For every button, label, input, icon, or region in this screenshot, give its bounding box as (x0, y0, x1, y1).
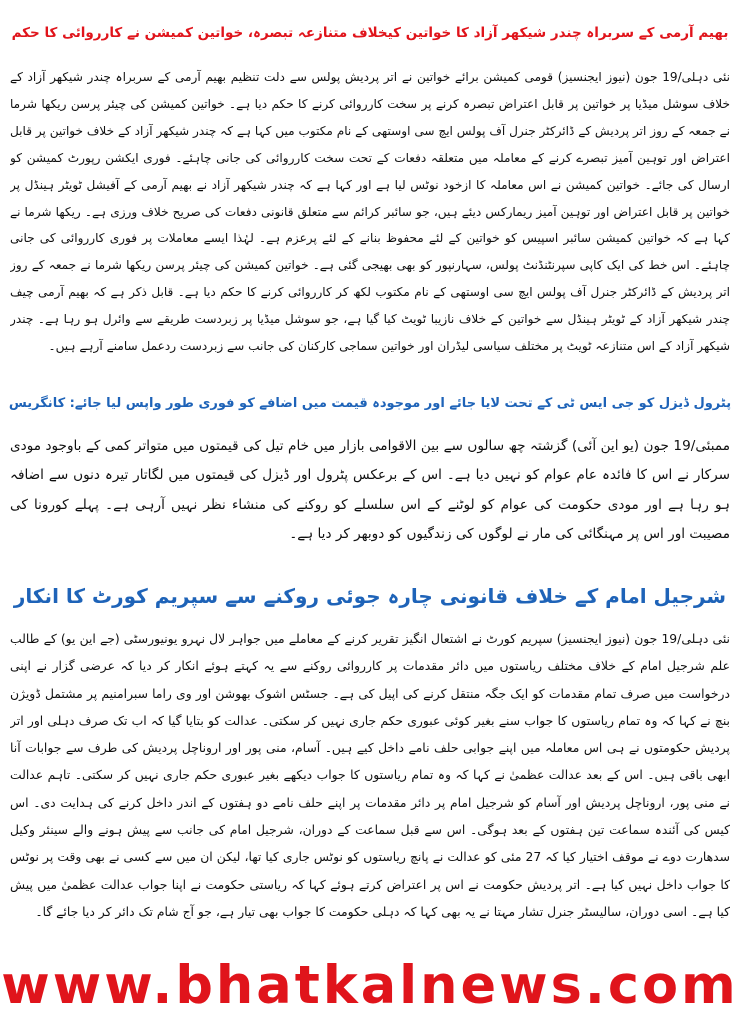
article-3-body: نئی دہلی/19 جون (نیوز ایجنسیز) سپریم کورٹ نے اشتعال انگیز تقریر کرنے کے معاملے میں جواہر لال نہرو یونیورسٹی (جے این یو) کے طالب علم شرجیل امام کے خلاف مختلف ریاستوں میں دائر مقدمات پر کارروائی روکنے سے یہ کہتے ہوئے انکار کر دیا کہ عرضی گزار نے اپنی درخواست میں صرف تمام مقدمات کو ایک جگہ منتقل کرنے کی اپیل کی ہے۔ جسٹس اشوک بھوشن اور وی راما سبرامنیم پر مشتمل ڈویژن بنچ نے کہا کہ وہ تمام ریاستوں کا جواب سنے بغیر کوئی عبوری حکم جاری نہیں کر سکتی۔ عدالت کو بتایا گیا کہ اب تک صرف دہلی اور اتر پردیش حکومتوں نے ہی اس معاملہ میں اپنے جوابی حلف نامے داخل کیے ہیں۔ آسام، منی پور اور اروناچل پردیش کی طرف سے جوابات آنا ابھی باقی ہیں۔ اس کے بعد عدالت عظمیٰ نے کہا کہ وہ تمام ریاستوں کا جواب دیکھے بغیر عبوری حکم جاری نہیں کر سکتی۔ تاہم عدالت نے منی پور، اروناچل پردیش اور آسام کو شرجیل امام پر دائر مقدمات پر اپنے حلف نامے دو ہفتوں کے اندر داخل کرنے کی ہدایت دی۔ اس کیس کی آئندہ سماعت تین ہفتوں کے بعد ہوگی۔ اس سے قبل سماعت کے دوران، شرجیل امام کی جانب سے پیش ہونے والے سینئر وکیل سدھارت دوے نے موقف اختیار کیا کہ 27 مئی کو عدالت نے پانچ ریاستوں کو نوٹس جاری کیا تھا، لیکن ان میں سے کسی نے بھی وقت پر نوٹس کا جواب داخل نہیں کیا ہے۔ اتر پردیش حکومت نے اس پر اعتراض کرتے ہوئے کہا کہ ریاستی حکومت نے اپنا جواب عدالت عظمیٰ میں پیش کیا ہے۔ اسی دوران، سالیسٹر جنرل تشار مہتا نے یہ بھی کہا کہ دہلی حکومت کا جواب بھی تیار ہے، جو آج شام تک دائر کر دیا جائے گا۔ (10, 632, 730, 919)
article-3-headline: شرجیل امام کے خلاف قانونی چارہ جوئی روکنے سے سپریم کورٹ کا انکار (13, 584, 727, 608)
article-2-body: ممبئی/19 جون (یو این آئی) گزشتہ چھ سالوں سے بین الاقوامی بازار میں خام تیل کی قیمتوں میں متواتر کمی کے باوجود مودی سرکار نے اس کا فائدہ عام عوام کو نہیں دیا ہے۔ اس کے برعکس پٹرول اور ڈیزل کی قیمتوں میں لگاتار تیرہ دنوں سے اضافہ ہو رہا ہے اور مودی حکومت کی عوام کو لوٹنے کے اس سلسلے کو روکنے کی منشاء نظر نہیں آرہی ہے۔ پہلے کورونا کی مصیبت اور اس پر مہنگائی کی مار نے لوگوں کی زندگیوں کو دوبھر کر دیا ہے۔ (10, 438, 730, 542)
site-url-footer[interactable]: www.bhatkalnews.com (1, 955, 739, 1016)
article-1-body: نئی دہلی/19 جون (نیوز ایجنسیز) قومی کمیشن برائے خواتین نے اتر پردیش پولس سے دلت تنظیم بھیم آرمی کے سربراہ چندر شیکھر آزاد کے خلاف سوشل میڈیا پر خواتین پر قابل اعتراض تبصرہ کرنے پر سخت کارروائی کرنے کا حکم دیا ہے۔ خواتین کمیشن کی چیئر پرسن ریکھا شرما نے جمعہ کے روز اتر پردیش کے ڈائرکٹر جنرل آف پولس ایچ سی اوستھی کے نام مکتوب میں کہا ہے کہ چندر شیکھر آزاد کے خلاف خواتین پر قابل اعتراض اور توہین آمیز تبصرے کرنے کے معاملہ میں متعلقہ دفعات کے تحت سخت کارروائی کی جانی چاہئے۔ فوری ایکشن رپورٹ کمیشن کو ارسال کی جائے۔ خواتین کمیشن نے اس معاملہ کا ازخود نوٹس لیا ہے اور کہا ہے کہ چندر شیکھر آزاد نے بھیم آرمی کے آفیشل ٹویٹر ہینڈل پر خواتین پر قابل اعتراض اور توہین آمیز ریمارکس دیئے ہیں، جو سائبر کرائم سے متعلق قانونی دفعات کی صریح خلاف ورزی ہے۔ ریکھا شرما نے کہا ہے کہ خواتین کمیشن سائبر اسپیس کو خواتین کے لئے محفوظ بنانے کے لئے پرعزم ہے۔ لہٰذا ایسے معاملات پر فوری کارروائی کی جانی چاہئے۔ اس خط کی ایک کاپی سپرنٹنڈنٹ پولس، سہارنپور کو بھی بھیجی گئی ہے۔ خواتین کمیشن کی چیئر پرسن ریکھا شرما نے جمعہ کے روز اتر پردیش کے ڈائرکٹر جنرل آف پولس ایچ سی اوستھی کے نام مکتوب لکھ کر کارروائی کرنے کا حکم دیا ہے۔ قابل ذکر ہے کہ بھیم آرمی چیف چندر شیکھر آزاد کے ٹویٹر ہینڈل سے خواتین کے خلاف نازیبا ٹویٹ کیا گیا ہے، جو سوشل میڈیا پر زبردست طریقے سے وائرل ہو رہا ہے۔ چندر شیکھر آزاد کے اس متنازعہ ٹویٹ پر مختلف سیاسی لیڈران اور خواتین سماجی کارکنان کی جانب سے زبردست ردعمل سامنے آرہے ہیں۔ (10, 70, 730, 354)
article-1-headline: بھیم آرمی کے سربراہ چندر شیکھر آزاد کا خواتین کیخلاف متنازعہ تبصرہ، خواتین کمیشن نے کارروائی کا حکم (11, 25, 729, 41)
article-2-headline: پٹرول ڈیزل کو جی ایس ٹی کے تحت لایا جائے اور موجودہ قیمت میں اضافے کو فوری طور واپس لیا جائے: کانگریس (8, 396, 732, 411)
